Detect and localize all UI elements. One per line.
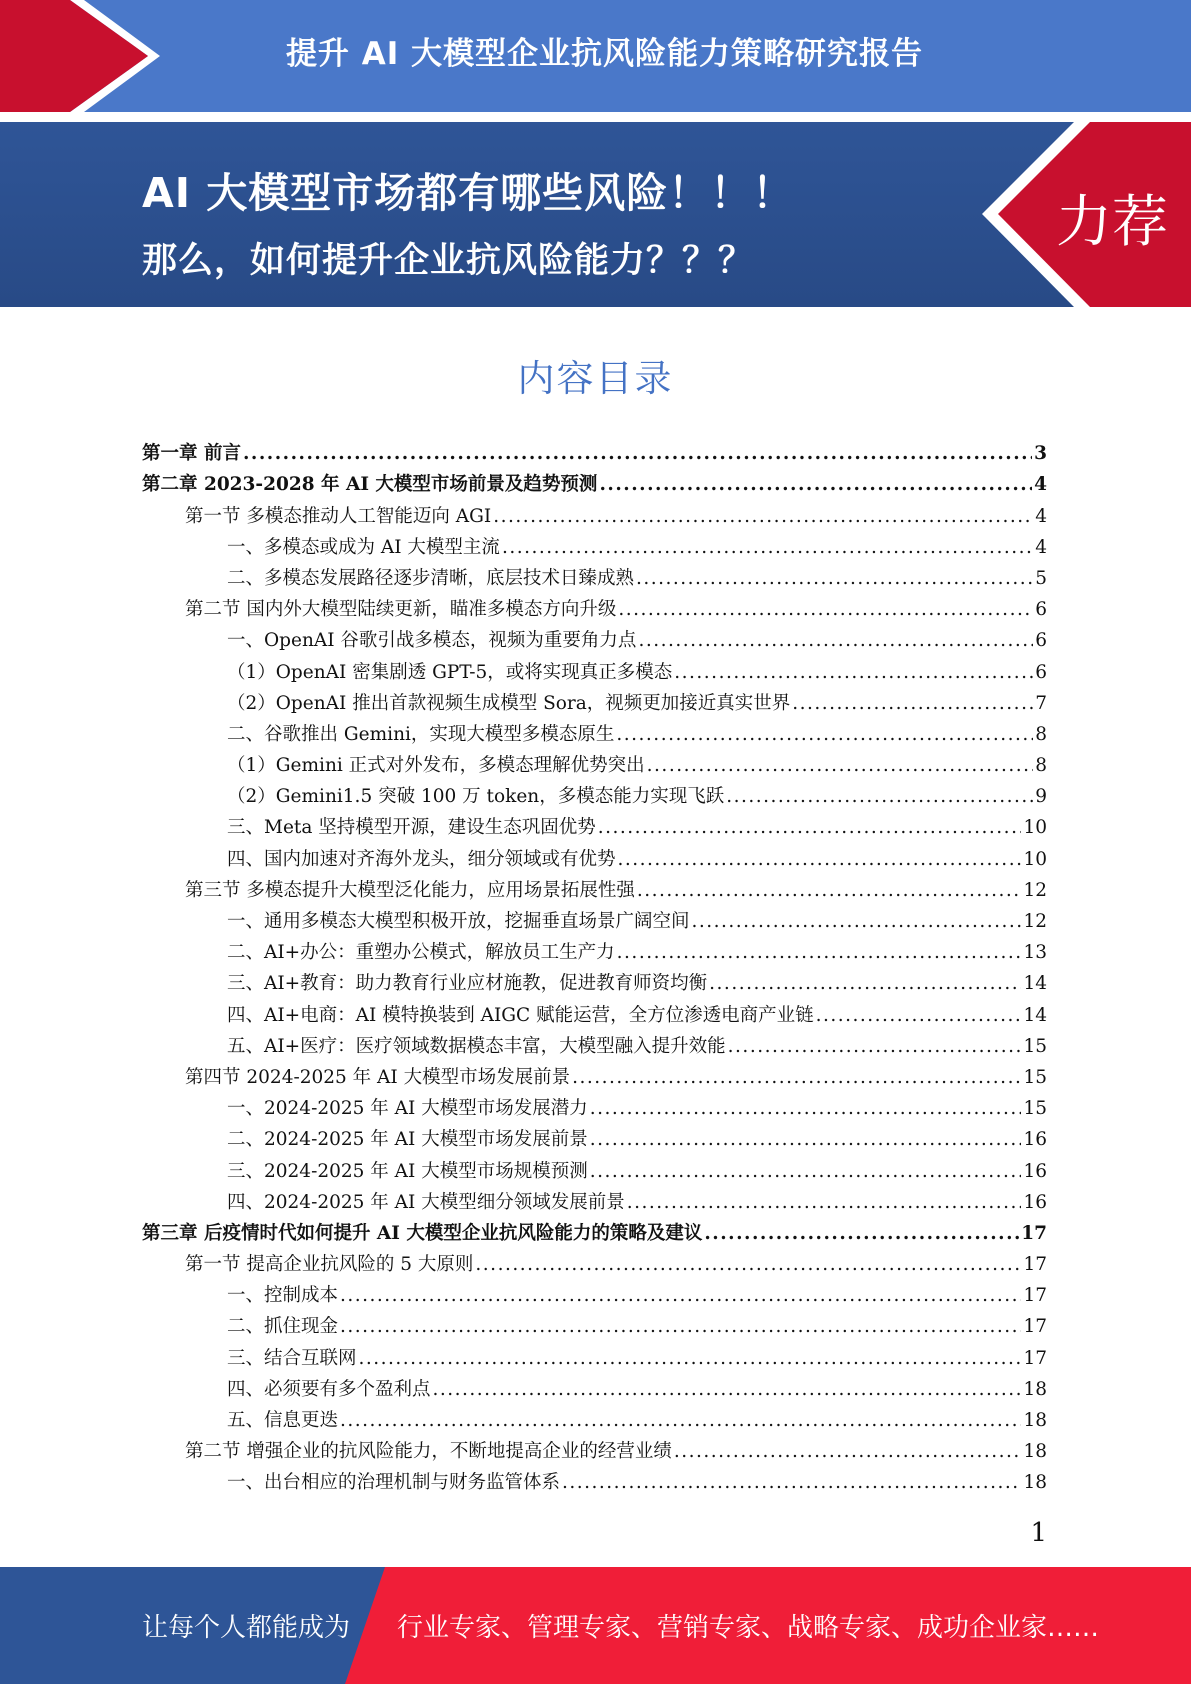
toc-entry[interactable] <box>142 749 1047 780</box>
toc-entry[interactable] <box>142 1373 1047 1404</box>
toc-dot-leader <box>340 1407 1021 1435</box>
toc-entry-page: 13 <box>1023 942 1047 964</box>
toc-entry-page: 15 <box>1023 1098 1047 1120</box>
toc-entry-page: 12 <box>1023 879 1047 901</box>
toc-entry-page: 7 <box>1035 692 1047 714</box>
toc-entry-title: 第一节 多模态推动人工智能迈向 AGI <box>185 505 492 527</box>
toc-entry[interactable] <box>142 718 1047 749</box>
toc-dot-leader <box>704 1220 1019 1248</box>
toc-entry[interactable] <box>142 1341 1047 1372</box>
toc-dot-leader <box>617 939 1022 967</box>
toc-entry[interactable] <box>142 905 1047 936</box>
toc-entry[interactable] <box>142 531 1047 562</box>
toc-dot-leader <box>728 1033 1022 1061</box>
toc-dot-leader <box>638 627 1033 655</box>
toc-entry-title: 二、AI+办公：重塑办公模式，解放员工生产力 <box>227 942 615 964</box>
toc-entry-title: 三、AI+教育：助力教育行业应材施教，促进教育师资均衡 <box>227 973 708 995</box>
toc-entry-page: 17 <box>1023 1285 1047 1307</box>
toc-entry[interactable] <box>142 811 1047 842</box>
toc-dot-leader <box>340 1282 1021 1310</box>
toc-dot-leader <box>616 721 1033 749</box>
toc-entry[interactable] <box>142 1186 1047 1217</box>
toc-entry-page: 5 <box>1035 567 1047 589</box>
toc-entry-page: 18 <box>1023 1472 1047 1494</box>
toc-dot-leader <box>598 814 1022 842</box>
toc-entry-page: 17 <box>1023 1316 1047 1338</box>
toc-entry[interactable] <box>142 1061 1047 1092</box>
toc-dot-leader <box>572 1064 1021 1092</box>
toc-entry[interactable] <box>142 593 1047 624</box>
toc-entry-page: 18 <box>1023 1441 1047 1463</box>
table-of-contents <box>142 437 1047 1497</box>
toc-entry[interactable] <box>142 1030 1047 1061</box>
report-header-bar <box>0 0 1191 112</box>
toc-entry[interactable] <box>142 1092 1047 1123</box>
toc-entry[interactable] <box>142 468 1047 499</box>
toc-entry-title: 五、AI+医疗：医疗领域数据模态丰富，大模型融入提升效能 <box>227 1035 726 1057</box>
toc-entry-page: 18 <box>1023 1378 1047 1400</box>
toc-dot-leader <box>627 1189 1022 1217</box>
toc-entry[interactable] <box>142 499 1047 530</box>
toc-entry-page: 15 <box>1023 1035 1047 1057</box>
toc-entry-page: 18 <box>1023 1410 1047 1431</box>
toc-entry[interactable] <box>142 936 1047 967</box>
banner-headline: AI 大模型市场都有哪些风险！！！ <box>142 169 795 217</box>
toc-entry[interactable] <box>142 1154 1047 1185</box>
toc-entry[interactable] <box>142 655 1047 686</box>
footer-banner <box>0 1567 1191 1684</box>
toc-entry-page: 10 <box>1023 848 1047 870</box>
toc-entry-title: 四、国内加速对齐海外龙头，细分领域或有优势 <box>227 848 616 870</box>
toc-entry[interactable] <box>142 1404 1047 1435</box>
toc-entry-title: 一、2024-2025 年 AI 大模型市场发展潜力 <box>227 1098 588 1120</box>
toc-dot-leader <box>475 1251 1021 1279</box>
toc-dot-leader <box>709 970 1021 998</box>
toc-dot-leader <box>674 1438 1022 1466</box>
toc-entry-page: 12 <box>1023 911 1047 932</box>
toc-dot-leader <box>692 908 1022 936</box>
toc-entry-title: （1）Gemini 正式对外发布，多模态理解优势突出 <box>227 755 645 777</box>
toc-entry[interactable] <box>142 1248 1047 1279</box>
footer-slogan-left: 让每个人都能成为 <box>142 1613 351 1643</box>
toc-entry-title: 第三节 多模态提升大模型泛化能力，应用场景拓展性强 <box>185 879 635 901</box>
toc-dot-leader <box>590 1095 1022 1123</box>
toc-entry-page: 16 <box>1023 1191 1047 1213</box>
toc-dot-leader <box>359 1345 1022 1373</box>
toc-entry-title: 五、信息更迭 <box>227 1410 339 1431</box>
toc-entry-title: 四、AI+电商：AI 模特换装到 AIGC 赋能运营，全方位渗透电商产业链 <box>227 1004 814 1026</box>
toc-dot-leader <box>340 1313 1021 1341</box>
toc-entry-page: 15 <box>1023 1066 1047 1088</box>
toc-entry[interactable] <box>142 562 1047 593</box>
toc-entry-title: 第二节 增强企业的抗风险能力，不断地提高企业的经营业绩 <box>185 1441 672 1463</box>
toc-entry-title: 二、多模态发展路径逐步清晰，底层技术日臻成熟 <box>227 567 635 589</box>
toc-dot-leader <box>674 659 1033 687</box>
toc-entry-title: 第一节 提高企业抗风险的 5 大原则 <box>185 1254 474 1276</box>
toc-dot-leader <box>433 1376 1022 1404</box>
toc-dot-leader <box>243 440 1032 468</box>
recommend-badge-label: 力荐 <box>1056 190 1168 255</box>
toc-entry-page: 6 <box>1035 661 1047 683</box>
toc-dot-leader <box>618 596 1033 624</box>
toc-entry-title: 一、多模态或成为 AI 大模型主流 <box>227 536 500 558</box>
toc-entry-title: 第二节 国内外大模型陆续更新，瞄准多模态方向升级 <box>185 599 617 621</box>
toc-entry-page: 9 <box>1035 786 1047 808</box>
toc-entry[interactable] <box>142 842 1047 873</box>
toc-dot-leader <box>726 783 1033 811</box>
toc-entry-title: 二、谷歌推出 Gemini，实现大模型多模态原生 <box>227 723 615 745</box>
toc-entry-title: 一、OpenAI 谷歌引战多模态，视频为重要角力点 <box>227 630 637 652</box>
toc-entry[interactable] <box>142 1279 1047 1310</box>
toc-entry[interactable] <box>142 624 1047 655</box>
toc-entry-page: 8 <box>1035 723 1047 745</box>
toc-entry[interactable] <box>142 1123 1047 1154</box>
toc-entry-page: 17 <box>1021 1222 1047 1244</box>
toc-entry-title: 二、2024-2025 年 AI 大模型市场发展前景 <box>227 1129 588 1151</box>
toc-entry-page: 4 <box>1035 536 1047 558</box>
toc-dot-leader <box>502 534 1033 562</box>
toc-entry-title: （2）OpenAI 推出首款视频生成模型 Sora，视频更加接近真实世界 <box>227 692 791 714</box>
toc-entry-page: 16 <box>1023 1129 1047 1151</box>
toc-entry[interactable] <box>142 1217 1047 1248</box>
toc-entry-title: 三、Meta 坚持模型开源，建设生态巩固优势 <box>227 817 596 839</box>
toc-entry[interactable] <box>142 1466 1047 1497</box>
toc-dot-leader <box>493 503 1033 531</box>
toc-entry-page: 4 <box>1034 474 1047 496</box>
toc-entry[interactable] <box>142 1435 1047 1466</box>
toc-entry[interactable] <box>142 998 1047 1029</box>
toc-entry-page: 4 <box>1035 505 1047 527</box>
report-title: 提升 AI 大模型企业抗风险能力策略研究报告 <box>285 36 924 72</box>
toc-entry-page: 10 <box>1023 817 1047 839</box>
toc-dot-leader <box>636 565 1033 593</box>
toc-entry-page: 6 <box>1035 630 1047 652</box>
toc-entry-page: 6 <box>1035 599 1047 621</box>
toc-entry-title: （1）OpenAI 密集剧透 GPT-5，或将实现真正多模态 <box>227 661 673 683</box>
toc-entry[interactable] <box>142 1310 1047 1341</box>
toc-entry-title: 一、通用多模态大模型积极开放，挖掘垂直场景广阔空间 <box>227 911 690 932</box>
toc-dot-leader <box>618 846 1022 874</box>
toc-dot-leader <box>647 752 1034 780</box>
toc-entry-title: 二、抓住现金 <box>227 1316 339 1338</box>
toc-entry-title: 一、出台相应的治理机制与财务监管体系 <box>227 1472 561 1494</box>
toc-entry-page: 14 <box>1023 973 1047 995</box>
toc-entry-title: 第一章 前言 <box>142 443 241 465</box>
toc-dot-leader <box>816 1002 1022 1030</box>
toc-entry[interactable] <box>142 780 1047 811</box>
toc-entry-title: 第三章 后疫情时代如何提升 AI 大模型企业抗风险能力的策略及建议 <box>142 1222 703 1244</box>
toc-dot-leader <box>590 1126 1022 1154</box>
toc-entry-title: 三、2024-2025 年 AI 大模型市场规模预测 <box>227 1160 588 1182</box>
toc-entry[interactable] <box>142 967 1047 998</box>
toc-dot-leader <box>590 1158 1022 1186</box>
promo-banner <box>0 122 1191 307</box>
toc-entry-title: 三、结合互联网 <box>227 1347 357 1369</box>
toc-entry[interactable] <box>142 437 1047 468</box>
toc-entry-page: 3 <box>1034 443 1047 465</box>
toc-entry-title: 一、控制成本 <box>227 1285 339 1307</box>
toc-dot-leader <box>637 877 1022 905</box>
toc-entry-page: 14 <box>1023 1004 1047 1026</box>
toc-entry-title: 第二章 2023-2028 年 AI 大模型市场前景及趋势预测 <box>142 474 598 496</box>
toc-dot-leader <box>562 1469 1021 1497</box>
toc-dot-leader <box>792 690 1033 718</box>
toc-dot-leader <box>599 471 1032 499</box>
toc-entry-page: 17 <box>1023 1254 1047 1276</box>
page-number: 1 <box>1030 1518 1047 1548</box>
toc-title: 内容目录 <box>517 357 674 400</box>
toc-entry-title: 四、2024-2025 年 AI 大模型细分领域发展前景 <box>227 1191 625 1213</box>
toc-entry-title: 四、必须要有多个盈利点 <box>227 1378 431 1400</box>
toc-entry[interactable] <box>142 874 1047 905</box>
toc-entry-page: 17 <box>1023 1347 1047 1369</box>
banner-subheadline: 那么，如何提升企业抗风险能力？？？ <box>142 241 755 281</box>
toc-entry-page: 16 <box>1023 1160 1047 1182</box>
toc-entry-page: 8 <box>1035 755 1047 777</box>
toc-entry-title: 第四节 2024-2025 年 AI 大模型市场发展前景 <box>185 1066 571 1088</box>
toc-entry-title: （2）Gemini1.5 突破 100 万 token，多模态能力实现飞跃 <box>227 786 725 808</box>
footer-slogan-right: 行业专家、管理专家、营销专家、战略专家、成功企业家…… <box>397 1613 1100 1643</box>
toc-entry[interactable] <box>142 687 1047 718</box>
